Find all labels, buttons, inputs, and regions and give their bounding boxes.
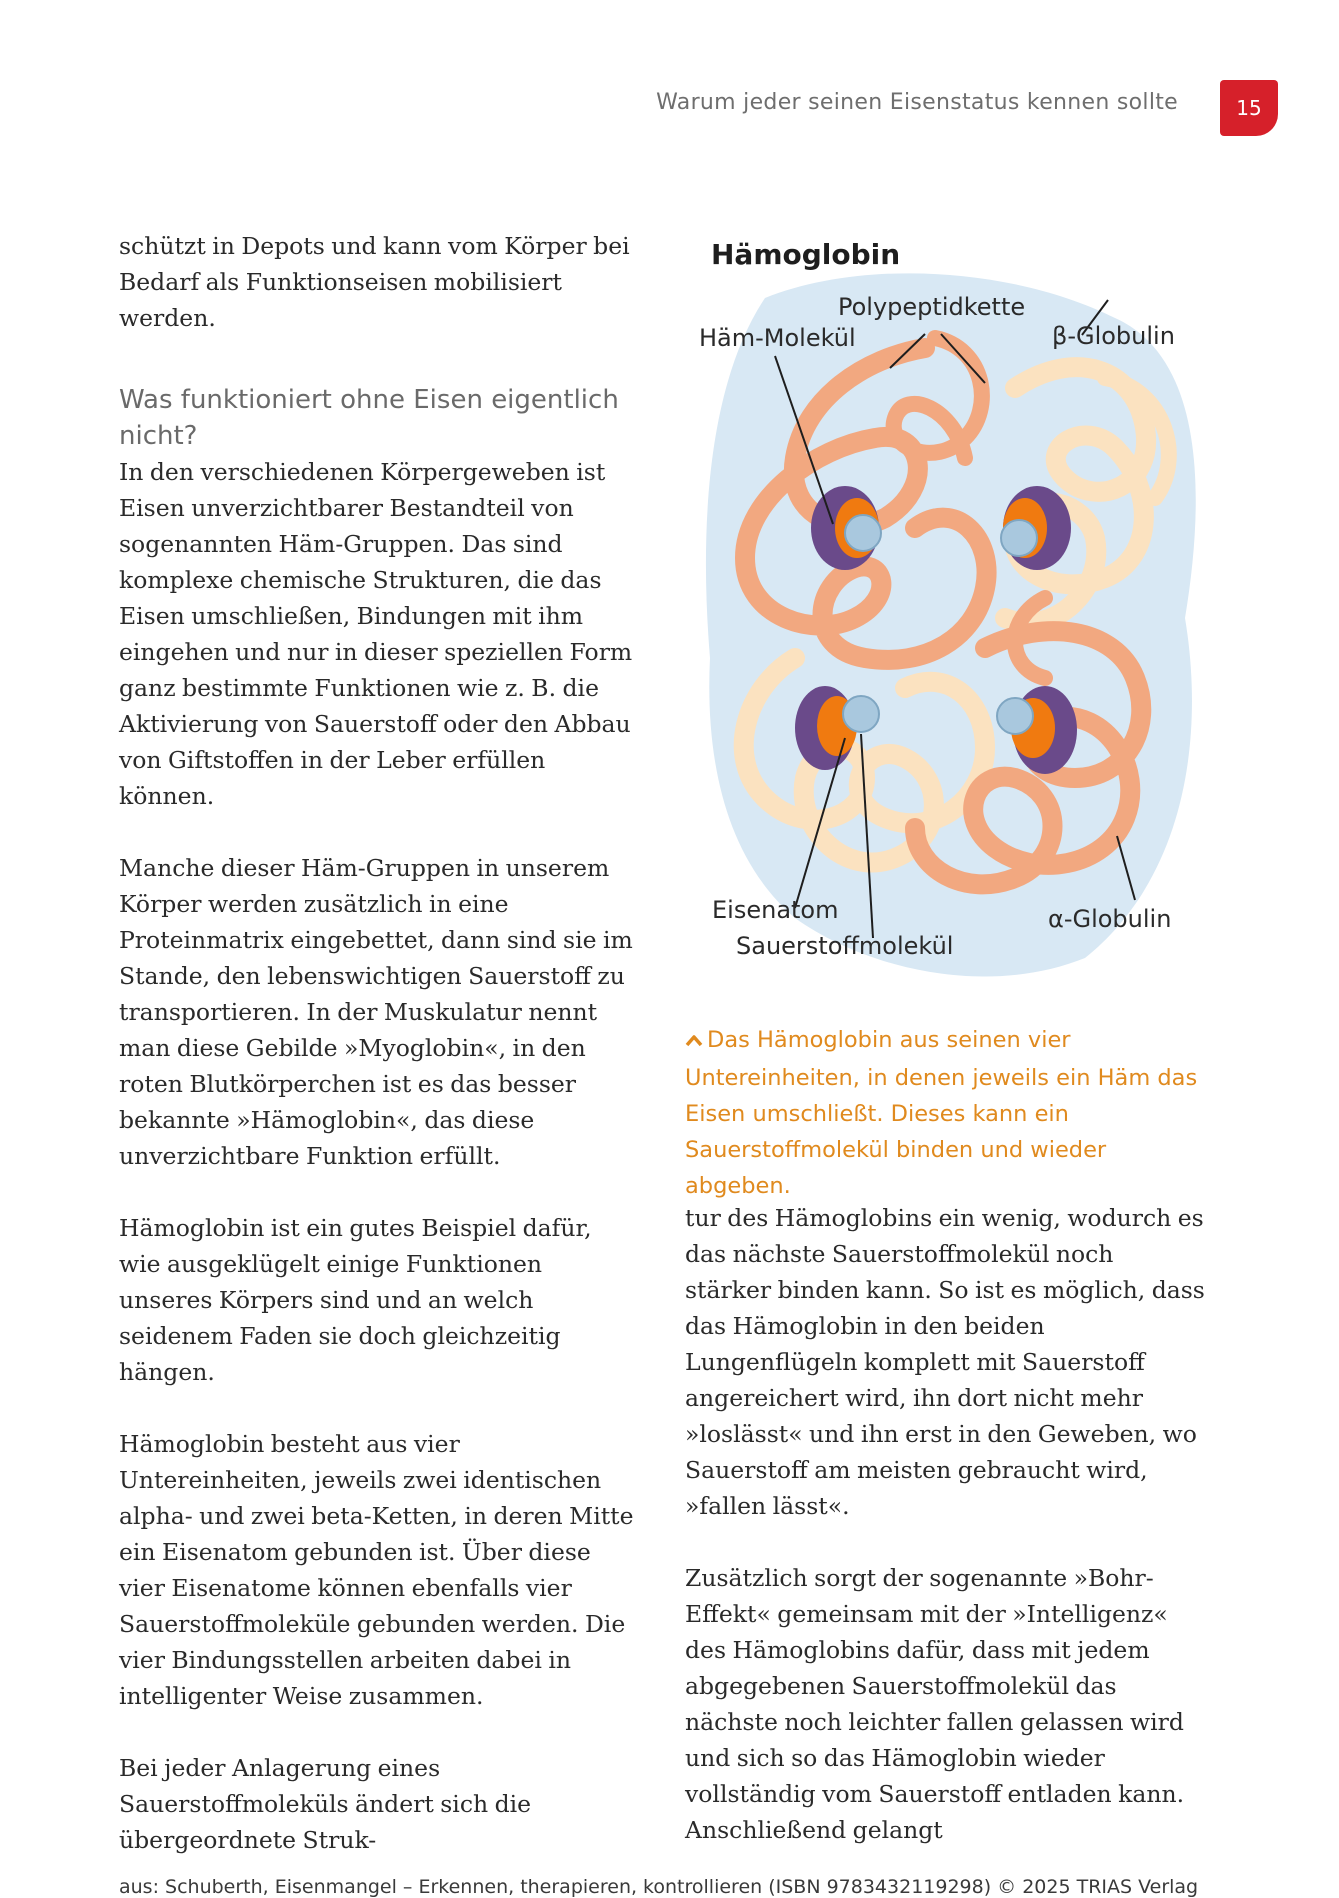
label-iron-atom: Eisenatom [712, 896, 839, 924]
chevron-up-icon [685, 1024, 707, 1060]
paragraph-oxygen-binding: Bei jeder Anlagerung eines Sauerstoffmoleküls ändert sich die übergeordnete Struk- [119, 1754, 532, 1854]
paragraph-structure-change: tur des Hämoglobins ein wenig, wodurch es das nächste Sauerstoffmolekül noch stärker binden kann. So ist es möglich, dass das Hämoglobin in den beiden Lungenflügeln komplett mit Sauerstoff angereichert wird, ihn dort nicht mehr »loslässt« und ihn erst in den Geweben, wo Sauerstoff am meisten gebraucht wird, »fallen lässt«. [685, 1204, 1205, 1520]
running-title: Warum jeder seinen Eisenstatus kennen sollte [656, 90, 1178, 115]
paragraph-subunits: Hämoglobin besteht aus vier Untereinheiten, jeweils zwei identischen alpha- und zwei beta-Ketten, in deren Mitte ein Eisenatom gebunden ist. Über diese vier Eisenatome können ebenfalls vier Sauerstoffmoleküle gebunden werden. Die vier Bindungsstellen arbeiten dabei in intelligenter Weise zusammen. [119, 1430, 634, 1710]
figure-caption [685, 1022, 1205, 1204]
paragraph-haem-groups: In den verschiedenen Körpergeweben ist Eisen unverzichtbarer Bestandteil von sogenannten Häm-Gruppen. Das sind komplexe chemische Strukturen, die das Eisen umschließen, Bindungen mit ihm eingehen und nur in dieser speziellen Form ganz bestimmte Funktionen wie z. B. die Aktivierung von Sauerstoff oder den Abbau von Giftstoffen in der Leber erfüllen können. [119, 458, 633, 810]
right-column [685, 1200, 1205, 1848]
oxygen-sphere-1 [845, 515, 881, 551]
section-heading: Was funktioniert ohne Eisen eigentlich nicht? [119, 385, 619, 451]
label-polypeptide: Polypeptidkette [838, 293, 1026, 321]
oxygen-sphere-4 [997, 698, 1033, 734]
paragraph-intro: schützt in Depots und kann vom Körper bei Bedarf als Funktionseisen mobilisiert werden. [119, 232, 630, 332]
label-oxygen-molecule: Sauerstoffmolekül [736, 932, 954, 960]
hemoglobin-figure [685, 238, 1225, 978]
caption-text: Das Hämoglobin aus seinen vier Untereinheiten, in denen jeweils ein Häm das Eisen umschließt. Dieses kann ein Sauerstoffmolekül binden und wieder abgeben. [685, 1027, 1198, 1199]
figure-title: Hämoglobin [711, 238, 901, 271]
footer-source: aus: Schuberth, Eisenmangel – Erkennen, therapieren, kontrollieren (ISBN 9783432119298) © 2025 TRIAS Verlag [119, 1876, 1199, 1898]
oxygen-sphere-3 [843, 696, 879, 732]
label-beta-globulin: β-Globulin [1052, 322, 1175, 350]
paragraph-example: Hämoglobin ist ein gutes Beispiel dafür, wie ausgeklügelt einige Funktionen unseres Körpers sind und an welch seidenem Faden sie doch gleichzeitig hängen. [119, 1214, 592, 1386]
oxygen-sphere-2 [1001, 520, 1037, 556]
paragraph-protein-matrix: Manche dieser Häm-Gruppen in unserem Körper werden zusätzlich in eine Proteinmatrix eingebettet, dann sind sie im Stande, den lebenswichtigen Sauerstoff zu transportieren. In der Muskulatur nennt man diese Gebilde »Myoglobin«, in den roten Blutkörperchen ist es das besser bekannte »Hämoglobin«, das diese unverzichtbare Funktion erfüllt. [119, 854, 633, 1170]
page-number-badge: 15 [1220, 80, 1278, 136]
paragraph-bohr-effect: Zusätzlich sorgt der sogenannte »Bohr-Effekt« gemeinsam mit der »Intelligenz« des Hämoglobins dafür, dass mit jedem abgegebenen Sauerstoffmolekül das nächste noch leichter fallen gelassen wird und sich so das Hämoglobin wieder vollständig vom Sauerstoff entladen kann. Anschließend gelangt [685, 1564, 1185, 1844]
label-alpha-globulin: α-Globulin [1048, 905, 1172, 933]
label-heme-molecule: Häm-Molekül [699, 324, 856, 352]
left-column [119, 228, 639, 1858]
